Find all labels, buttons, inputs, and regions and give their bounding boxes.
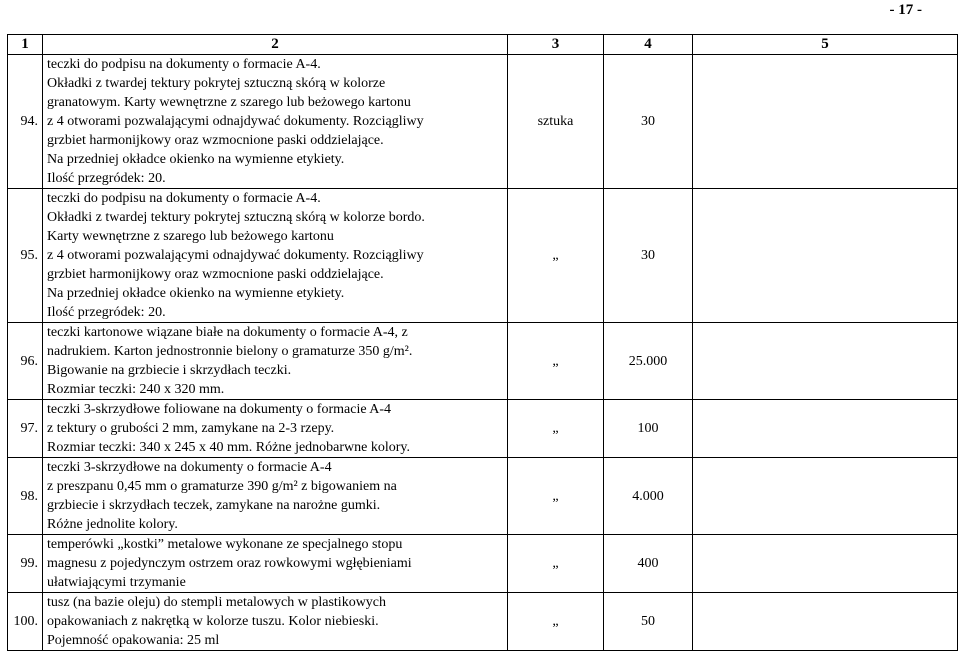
description-line: Pojemność opakowania: 25 ml xyxy=(47,633,220,648)
item-description xyxy=(43,458,508,535)
item-description xyxy=(43,189,508,323)
page-number: - 17 - xyxy=(889,2,922,18)
description-line: grzbiecie i skrzydłach teczek, zamykane na narożne gumki. xyxy=(47,498,381,513)
item-unit: „ xyxy=(508,189,604,323)
table-row xyxy=(8,458,958,535)
description-line: tusz (na bazie oleju) do stempli metalowych w plastikowych xyxy=(47,595,387,610)
item-number: 94. xyxy=(8,55,43,189)
item-number: 99. xyxy=(8,535,43,593)
item-quantity: 30 xyxy=(604,189,693,323)
item-unit: „ xyxy=(508,535,604,593)
description-line: teczki 3-skrzydłowe na dokumenty o formacie A-4 xyxy=(47,460,332,475)
description-line: Ilość przegródek: 20. xyxy=(47,171,166,186)
table-row xyxy=(8,55,958,189)
item-number: 98. xyxy=(8,458,43,535)
item-number: 95. xyxy=(8,189,43,323)
item-description xyxy=(43,323,508,400)
item-number: 96. xyxy=(8,323,43,400)
item-number: 97. xyxy=(8,400,43,458)
description-line: temperówki „kostki” metalowe wykonane ze specjalnego stopu xyxy=(47,537,403,552)
description-line: z 4 otworami pozwalającymi odnajdywać dokumenty. Rozciągliwy xyxy=(47,114,424,129)
description-line: Okładki z twardej tektury pokrytej sztuczną skórą w kolorze xyxy=(47,76,386,91)
description-line: ułatwiającymi trzymanie xyxy=(47,575,186,590)
description-line: grzbiet harmonijkowy oraz wzmocnione paski oddzielające. xyxy=(47,133,384,148)
description-line: opakowaniach z nakrętką w kolorze tuszu. Kolor niebieski. xyxy=(47,614,379,629)
item-quantity: 100 xyxy=(604,400,693,458)
table-row xyxy=(8,323,958,400)
header-cell-2: 2 xyxy=(43,35,508,55)
description-line: Na przedniej okładce okienko na wymienne etykiety. xyxy=(47,286,345,301)
description-line: teczki do podpisu na dokumenty o formacie A-4. xyxy=(47,57,321,72)
description-line: Różne jednolite kolory. xyxy=(47,517,178,532)
description-line: teczki do podpisu na dokumenty o formacie A-4. xyxy=(47,191,321,206)
item-unit: „ xyxy=(508,458,604,535)
description-line: Rozmiar teczki: 340 x 245 x 40 mm. Różne jednobarwne kolory. xyxy=(47,440,411,455)
item-notes xyxy=(693,189,958,323)
header-cell-3: 3 xyxy=(508,35,604,55)
header-cell-1: 1 xyxy=(8,35,43,55)
table-row xyxy=(8,535,958,593)
item-description xyxy=(43,55,508,189)
item-notes xyxy=(693,593,958,651)
header-cell-5: 5 xyxy=(693,35,958,55)
item-unit: „ xyxy=(508,323,604,400)
description-line: Rozmiar teczki: 240 x 320 mm. xyxy=(47,382,225,397)
description-line: Okładki z twardej tektury pokrytej sztuczną skórą w kolorze bordo. xyxy=(47,210,425,225)
description-line: z tektury o grubości 2 mm, zamykane na 2-3 rzepy. xyxy=(47,421,335,436)
description-line: teczki 3-skrzydłowe foliowane na dokumenty o formacie A-4 xyxy=(47,402,392,417)
table-row xyxy=(8,593,958,651)
item-notes xyxy=(693,535,958,593)
table-row xyxy=(8,400,958,458)
item-unit: sztuka xyxy=(508,55,604,189)
description-line: granatowym. Karty wewnętrzne z szarego lub beżowego kartonu xyxy=(47,95,411,110)
item-unit: „ xyxy=(508,400,604,458)
item-notes xyxy=(693,458,958,535)
description-line: z preszpanu 0,45 mm o gramaturze 390 g/m² z bigowaniem na xyxy=(47,479,397,494)
description-line: Bigowanie na grzbiecie i skrzydłach teczki. xyxy=(47,363,292,378)
description-line: teczki kartonowe wiązane białe na dokumenty o formacie A-4, z xyxy=(47,325,408,340)
item-notes xyxy=(693,323,958,400)
specification-table xyxy=(7,34,958,651)
item-notes xyxy=(693,55,958,189)
header-row xyxy=(8,35,958,55)
description-line: magnesu z pojedynczym ostrzem oraz rowkowymi wgłębieniami xyxy=(47,556,412,571)
table-body xyxy=(8,55,958,651)
description-line: z 4 otworami pozwalającymi odnajdywać dokumenty. Rozciągliwy xyxy=(47,248,424,263)
description-line: Na przedniej okładce okienko na wymienne etykiety. xyxy=(47,152,345,167)
description-line: grzbiet harmonijkowy oraz wzmocnione paski oddzielające. xyxy=(47,267,384,282)
table-row xyxy=(8,189,958,323)
description-line: Ilość przegródek: 20. xyxy=(47,305,166,320)
item-notes xyxy=(693,400,958,458)
description-line: nadrukiem. Karton jednostronnie bielony o gramaturze 350 g/m². xyxy=(47,344,413,359)
item-description xyxy=(43,400,508,458)
item-description xyxy=(43,593,508,651)
item-quantity: 400 xyxy=(604,535,693,593)
item-unit: „ xyxy=(508,593,604,651)
description-line: Karty wewnętrzne z szarego lub beżowego kartonu xyxy=(47,229,334,244)
item-quantity: 4.000 xyxy=(604,458,693,535)
header-cell-4: 4 xyxy=(604,35,693,55)
item-number: 100. xyxy=(8,593,43,651)
item-quantity: 25.000 xyxy=(604,323,693,400)
item-quantity: 50 xyxy=(604,593,693,651)
item-quantity: 30 xyxy=(604,55,693,189)
item-description xyxy=(43,535,508,593)
